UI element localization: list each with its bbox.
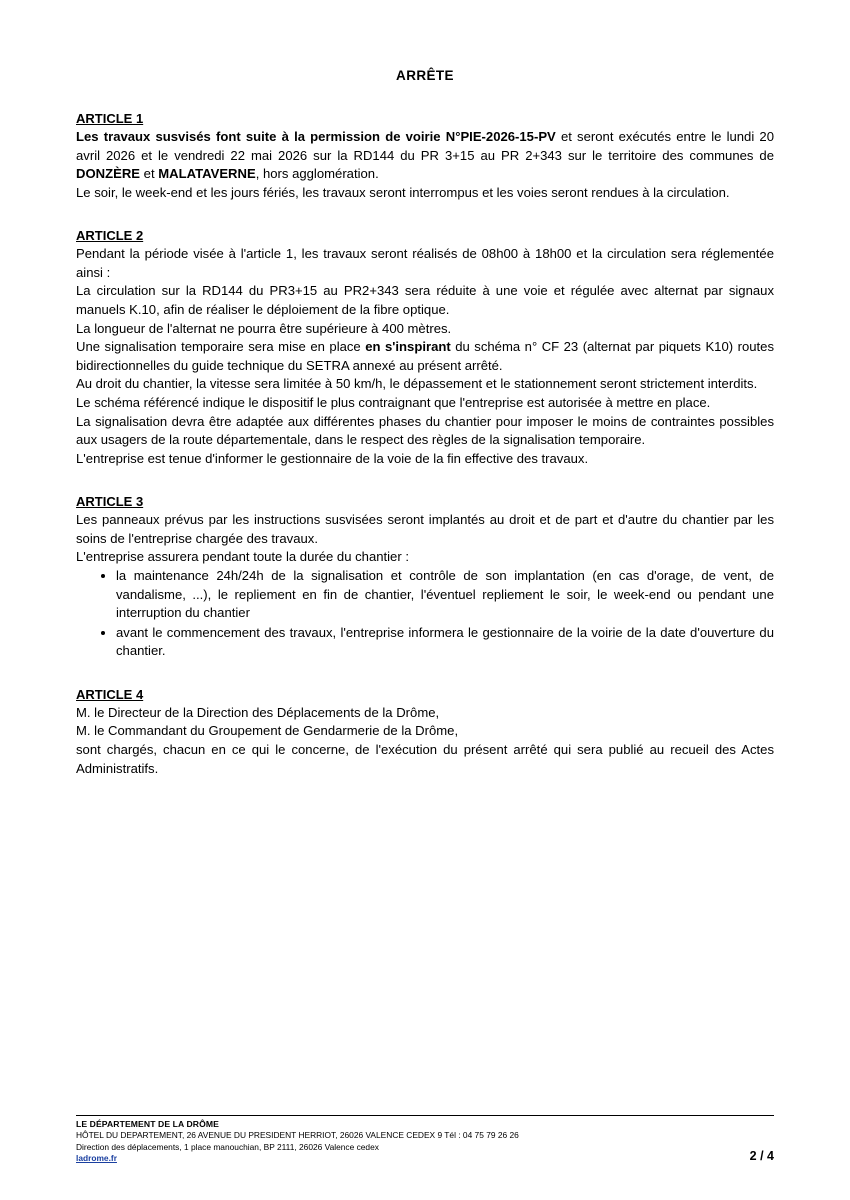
article-paragraph [76, 704, 774, 723]
articles-container [76, 111, 774, 778]
paragraph-text: M. le Directeur de la Direction des Déplacements de la Drôme, [76, 704, 440, 720]
article-section [76, 687, 774, 778]
article-paragraph [76, 128, 774, 184]
emphasis-text: en s'inspirant [365, 339, 451, 355]
article-paragraph [76, 450, 774, 469]
article-heading: ARTICLE 4 [76, 686, 144, 702]
article-paragraph [76, 722, 774, 741]
article-paragraph [76, 741, 774, 778]
article-paragraph [76, 511, 774, 548]
paragraph-text: M. le Commandant du Groupement de Gendarmerie de la Drôme, [76, 723, 459, 739]
footer-divider [76, 1115, 774, 1116]
footer-organization: LE DÉPARTEMENT DE LA DRÔME [76, 1119, 219, 1130]
paragraph-text: et [140, 166, 159, 182]
emphasis-text: DONZÈRE [76, 166, 141, 182]
paragraph-text: L'entreprise est tenue d'informer le gestionnaire de la voie de la fin effective des travaux. [76, 450, 589, 466]
article-section [76, 111, 774, 202]
article-heading: ARTICLE 2 [76, 228, 144, 244]
footer-website-link[interactable]: ladrome.fr [76, 1152, 117, 1163]
footer-address-secondary: Direction des déplacements, 1 place manouchian, BP 2111, 26026 Valence cedex [76, 1141, 379, 1152]
list-item: • la maintenance 24h/24h de la signalisation et contrôle de son implantation (en cas d'orage, de vent, de vandalisme, ...), le repliement en fin de chantier, l'éventuel repliement le soir, le week-end ou pendant une interruption du chantier [116, 567, 774, 623]
paragraph-text: La longueur de l'alternat ne pourra être supérieure à 400 mètres. [76, 320, 452, 336]
paragraph-text: Pendant la période visée à l'article 1, les travaux seront réalisés de 08h00 à 18h00 et la circulation sera réglementée ainsi : [76, 246, 774, 280]
footer-address: HÔTEL DU DEPARTEMENT, 26 AVENUE DU PRESIDENT HERRIOT, 26026 VALENCE CEDEX 9 Tél : 04 75 79 26 26 [76, 1130, 519, 1141]
article-paragraph [76, 548, 774, 567]
paragraph-text: La signalisation devra être adaptée aux différentes phases du chantier pour imposer le moins de contraintes possibles aux usagers de la route départementale, dans le respect des règles de la signalisation temporaire. [76, 413, 774, 448]
paragraph-text: L'entreprise assurera pendant toute la durée du chantier : [76, 549, 409, 565]
paragraph-text: Le schéma référencé indique le dispositif le plus contraignant que l'entreprise est autorisée à mettre en place. [76, 394, 711, 410]
article-paragraph [76, 320, 774, 339]
article-section [76, 494, 774, 661]
article-section [76, 228, 774, 468]
emphasis-text: MALATAVERNE [158, 166, 256, 182]
footer-text-block [76, 1119, 519, 1164]
paragraph-text: et seront exécutés entre le lundi 20 avril 2026 et le vendredi 22 mai 2026 sur la RD144 du PR 3+15 au PR 2+343 sur le territoire des communes de [76, 129, 774, 163]
paragraph-text: Au droit du chantier, la vitesse sera limitée à 50 km/h, le dépassement et le stationnement seront strictement interdits. [76, 376, 758, 392]
article-heading: ARTICLE 1 [76, 111, 144, 126]
article-paragraph [76, 375, 774, 394]
article-paragraph [76, 245, 774, 282]
article-paragraph [76, 413, 774, 450]
page-footer [76, 1115, 774, 1164]
page-title: ARRÊTE [396, 68, 454, 83]
article-paragraph [76, 282, 774, 319]
paragraph-text: du schéma n° CF 23 (alternat par piquets K10) routes bidirectionnelles du guide technique du SETRA annexé au présent arrêté. [76, 339, 774, 373]
paragraph-text: Le soir, le week-end et les jours fériés, les travaux seront interrompus et les voies seront rendues à la circulation. [76, 184, 730, 200]
paragraph-text: Les panneaux prévus par les instructions susvisées seront implantés au droit et de part et d'autre du chantier par les soins de l'entreprise chargée des travaux. [76, 512, 774, 546]
paragraph-text: Une signalisation temporaire sera mise en place [76, 339, 366, 355]
paragraph-text: , hors agglomération. [255, 166, 379, 182]
paragraph-text: sont chargés, chacun en ce qui le concerne, de l'exécution du présent arrêté qui sera publié au recueil des Actes Administratifs. [76, 742, 774, 776]
emphasis-text: Les travaux susvisés font suite à la permission de voirie N°PIE-2026-15-PV [76, 129, 556, 144]
page-number: 2 / 4 [749, 1149, 774, 1163]
article-paragraph [76, 184, 774, 203]
article-heading: ARTICLE 3 [76, 494, 144, 510]
article-paragraph [76, 338, 774, 375]
bullet-list [76, 567, 774, 661]
paragraph-text: La circulation sur la RD144 du PR3+15 au PR2+343 sera réduite à une voie et régulée avec alternat par signaux manuels K.10, afin de réaliser le déploiement de la fibre optique. [76, 283, 774, 318]
article-paragraph [76, 394, 774, 413]
list-item: • avant le commencement des travaux, l'entreprise informera le gestionnaire de la voirie de la date d'ouverture du chantier. [116, 624, 774, 661]
